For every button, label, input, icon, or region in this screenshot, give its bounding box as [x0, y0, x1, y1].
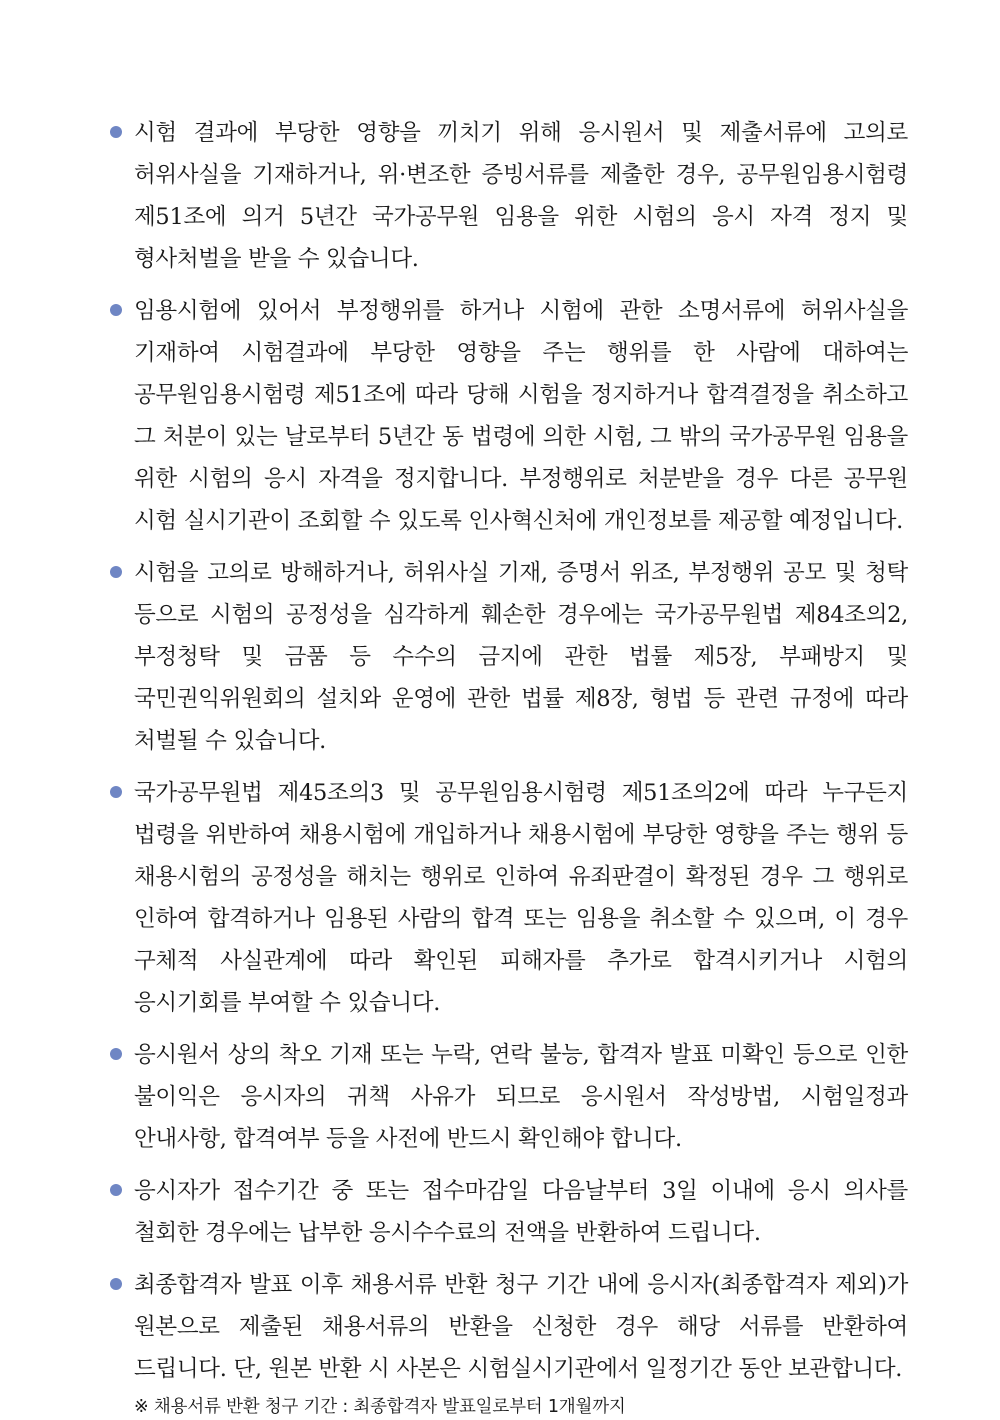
list-item	[108, 1170, 908, 1254]
bullet-dot-icon	[110, 126, 122, 138]
notice-list	[108, 112, 908, 1420]
item-text: 시험 결과에 부당한 영향을 끼치기 위해 응시원서 및 제출서류에 고의로 허위사실을 기재하거나, 위·변조한 증빙서류를 제출한 경우, 공무원임용시험령 제51조에 의거 5년간 국가공무원 임용을 위한 시험의 응시 자격 정지 및 형사처벌을 받을 수 있습니다.	[134, 120, 908, 272]
list-item	[108, 1034, 908, 1160]
item-text: 응시원서 상의 착오 기재 또는 누락, 연락 불능, 합격자 발표 미확인 등으로 인한 불이익은 응시자의 귀책 사유가 되므로 응시원서 작성방법, 시험일정과 안내사항, 합격여부 등을 사전에 반드시 확인해야 합니다.	[134, 1042, 908, 1152]
list-item	[108, 1264, 908, 1390]
list-item	[108, 552, 908, 762]
item-text: 국가공무원법 제45조의3 및 공무원임용시험령 제51조의2에 따라 누구든지 법령을 위반하여 채용시험에 개입하거나 채용시험에 부당한 영향을 주는 행위 등 채용시험의 공정성을 해치는 행위로 인하여 유죄판결이 확정된 경우 그 행위로 인하여 합격하거나 임용된 사람의 합격 또는 임용을 취소할 수 있으며, 이 경우 구체적 사실관계에 따라 확인된 피해자를 추가로 합격시키거나 시험의 응시기회를 부여할 수 있습니다.	[134, 780, 908, 1016]
list-item	[108, 290, 908, 542]
item-text: 응시자가 접수기간 중 또는 접수마감일 다음날부터 3일 이내에 응시 의사를 철회한 경우에는 납부한 응시수수료의 전액을 반환하여 드립니다.	[134, 1178, 908, 1246]
list-item	[108, 112, 908, 280]
item-text: 최종합격자 발표 이후 채용서류 반환 청구 기간 내에 응시자(최종합격자 제외)가 원본으로 제출된 채용서류의 반환을 신청한 경우 해당 서류를 반환하여 드립니다. 단, 원본 반환 시 사본은 시험실시기관에서 일정기간 동안 보관합니다.	[134, 1272, 908, 1382]
bullet-dot-icon	[110, 566, 122, 578]
bullet-dot-icon	[110, 1048, 122, 1060]
item-text: 시험을 고의로 방해하거나, 허위사실 기재, 증명서 위조, 부정행위 공모 및 청탁 등으로 시험의 공정성을 심각하게 훼손한 경우에는 국가공무원법 제84조의2, 부정청탁 및 금품 등 수수의 금지에 관한 법률 제5장, 부패방지 및 국민권익위원회의 설치와 운영에 관한 법률 제8장, 형법 등 관련 규정에 따라 처벌될 수 있습니다.	[134, 560, 908, 754]
item-text: 임용시험에 있어서 부정행위를 하거나 시험에 관한 소명서류에 허위사실을 기재하여 시험결과에 부당한 영향을 주는 행위를 한 사람에 대하여는 공무원임용시험령 제51조에 따라 당해 시험을 정지하거나 합격결정을 취소하고 그 처분이 있는 날로부터 5년간 동 법령에 의한 시험, 그 밖의 국가공무원 임용을 위한 시험의 응시 자격을 정지합니다. 부정행위로 처분받을 경우 다른 공무원 시험 실시기관이 조회할 수 있도록 인사혁신처에 개인정보를 제공할 예정입니다.	[134, 298, 908, 534]
bullet-dot-icon	[110, 786, 122, 798]
list-item	[108, 772, 908, 1024]
bullet-dot-icon	[110, 1184, 122, 1196]
bullet-dot-icon	[110, 1278, 122, 1290]
footnote: ※ 채용서류 반환 청구 기간 : 최종합격자 발표일로부터 1개월까지	[134, 1397, 626, 1417]
bullet-dot-icon	[110, 304, 122, 316]
